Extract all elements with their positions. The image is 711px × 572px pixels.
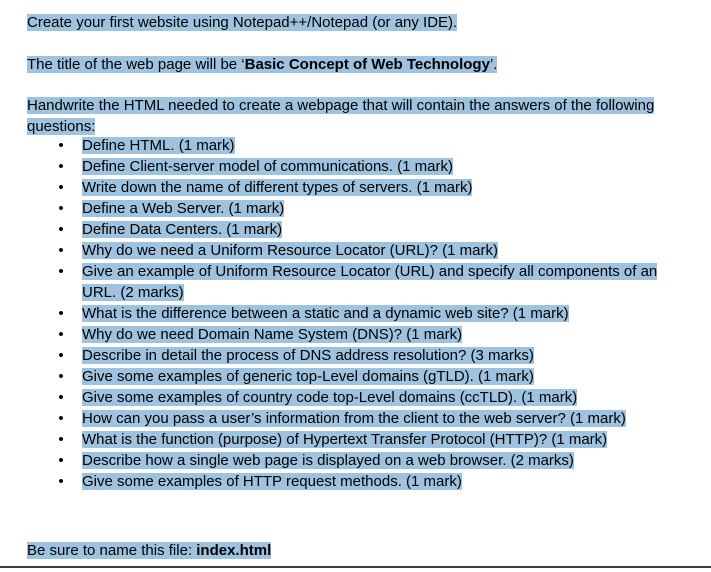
bullet-icon: • <box>58 137 64 154</box>
bullet-icon: • <box>58 389 64 406</box>
file-name-prefix: Be sure to name this file: <box>27 542 197 559</box>
bullet-icon: • <box>58 347 64 364</box>
bullet-icon: • <box>58 368 64 385</box>
page-bottom-divider <box>0 566 711 568</box>
question-item <box>0 387 672 408</box>
bullet-icon: • <box>58 263 64 280</box>
question-item <box>0 135 672 156</box>
question-text: Define a Web Server. (1 mark) <box>82 200 285 217</box>
question-item <box>0 345 672 366</box>
question-text: Why do we need a Uniform Resource Locator (URL)? (1 mark) <box>82 242 498 259</box>
instruction-page-title <box>27 54 497 75</box>
file-name-value: index.html <box>196 542 272 559</box>
question-item <box>0 240 672 261</box>
question-item <box>0 471 672 492</box>
question-item <box>0 366 672 387</box>
question-text: Why do we need Domain Name System (DNS)? (1 mark) <box>82 326 463 343</box>
question-item <box>0 408 672 429</box>
bullet-icon: • <box>58 200 64 217</box>
question-text: Define Client-server model of communications. (1 mark) <box>82 158 453 175</box>
question-text: Give some examples of HTTP request methods. (1 mark) <box>82 473 462 490</box>
question-text: Write down the name of different types of servers. (1 mark) <box>82 179 473 196</box>
create-line-text: Create your first website using Notepad++/Notepad (or any IDE). <box>27 14 458 31</box>
question-text: How can you pass a user’s information from the client to the web server? (1 mark) <box>82 410 626 427</box>
question-text: Give some examples of country code top-Level domains (ccTLD). (1 mark) <box>82 389 578 406</box>
question-text: What is the function (purpose) of Hypertext Transfer Protocol (HTTP)? (1 mark) <box>82 431 608 448</box>
bullet-icon: • <box>58 242 64 259</box>
instruction-handwrite <box>27 95 687 137</box>
question-item <box>0 261 672 303</box>
bullet-icon: • <box>58 305 64 322</box>
bullet-icon: • <box>58 326 64 343</box>
question-item <box>0 324 672 345</box>
title-prefix: The title of the web page will be ‘ <box>27 56 245 73</box>
question-text: Give an example of Uniform Resource Locator (URL) and specify all components of an URL. (2 marks) <box>82 263 658 301</box>
title-suffix: ’. <box>489 56 498 73</box>
question-text: Give some examples of generic top-Level domains (gTLD). (1 mark) <box>82 368 534 385</box>
instruction-create-website <box>27 12 457 33</box>
bullet-icon: • <box>58 431 64 448</box>
bullet-icon: • <box>58 158 64 175</box>
handwrite-text: Handwrite the HTML needed to create a webpage that will contain the answers of the following questions: <box>27 97 655 135</box>
instruction-file-name <box>27 540 271 561</box>
question-item <box>0 156 672 177</box>
question-list <box>0 135 711 492</box>
bullet-icon: • <box>58 473 64 490</box>
question-item <box>0 429 672 450</box>
question-item <box>0 450 672 471</box>
bullet-icon: • <box>58 179 64 196</box>
question-text: What is the difference between a static and a dynamic web site? (1 mark) <box>82 305 569 322</box>
bullet-icon: • <box>58 221 64 238</box>
question-item <box>0 219 672 240</box>
bullet-icon: • <box>58 452 64 469</box>
question-text: Describe in detail the process of DNS address resolution? (3 marks) <box>82 347 534 364</box>
question-item <box>0 303 672 324</box>
question-text: Describe how a single web page is displayed on a web browser. (2 marks) <box>82 452 574 469</box>
question-item <box>0 177 672 198</box>
title-value: Basic Concept of Web Technology <box>244 56 490 73</box>
question-text: Define Data Centers. (1 mark) <box>82 221 283 238</box>
question-item <box>0 198 672 219</box>
bullet-icon: • <box>58 410 64 427</box>
question-text: Define HTML. (1 mark) <box>82 137 235 154</box>
